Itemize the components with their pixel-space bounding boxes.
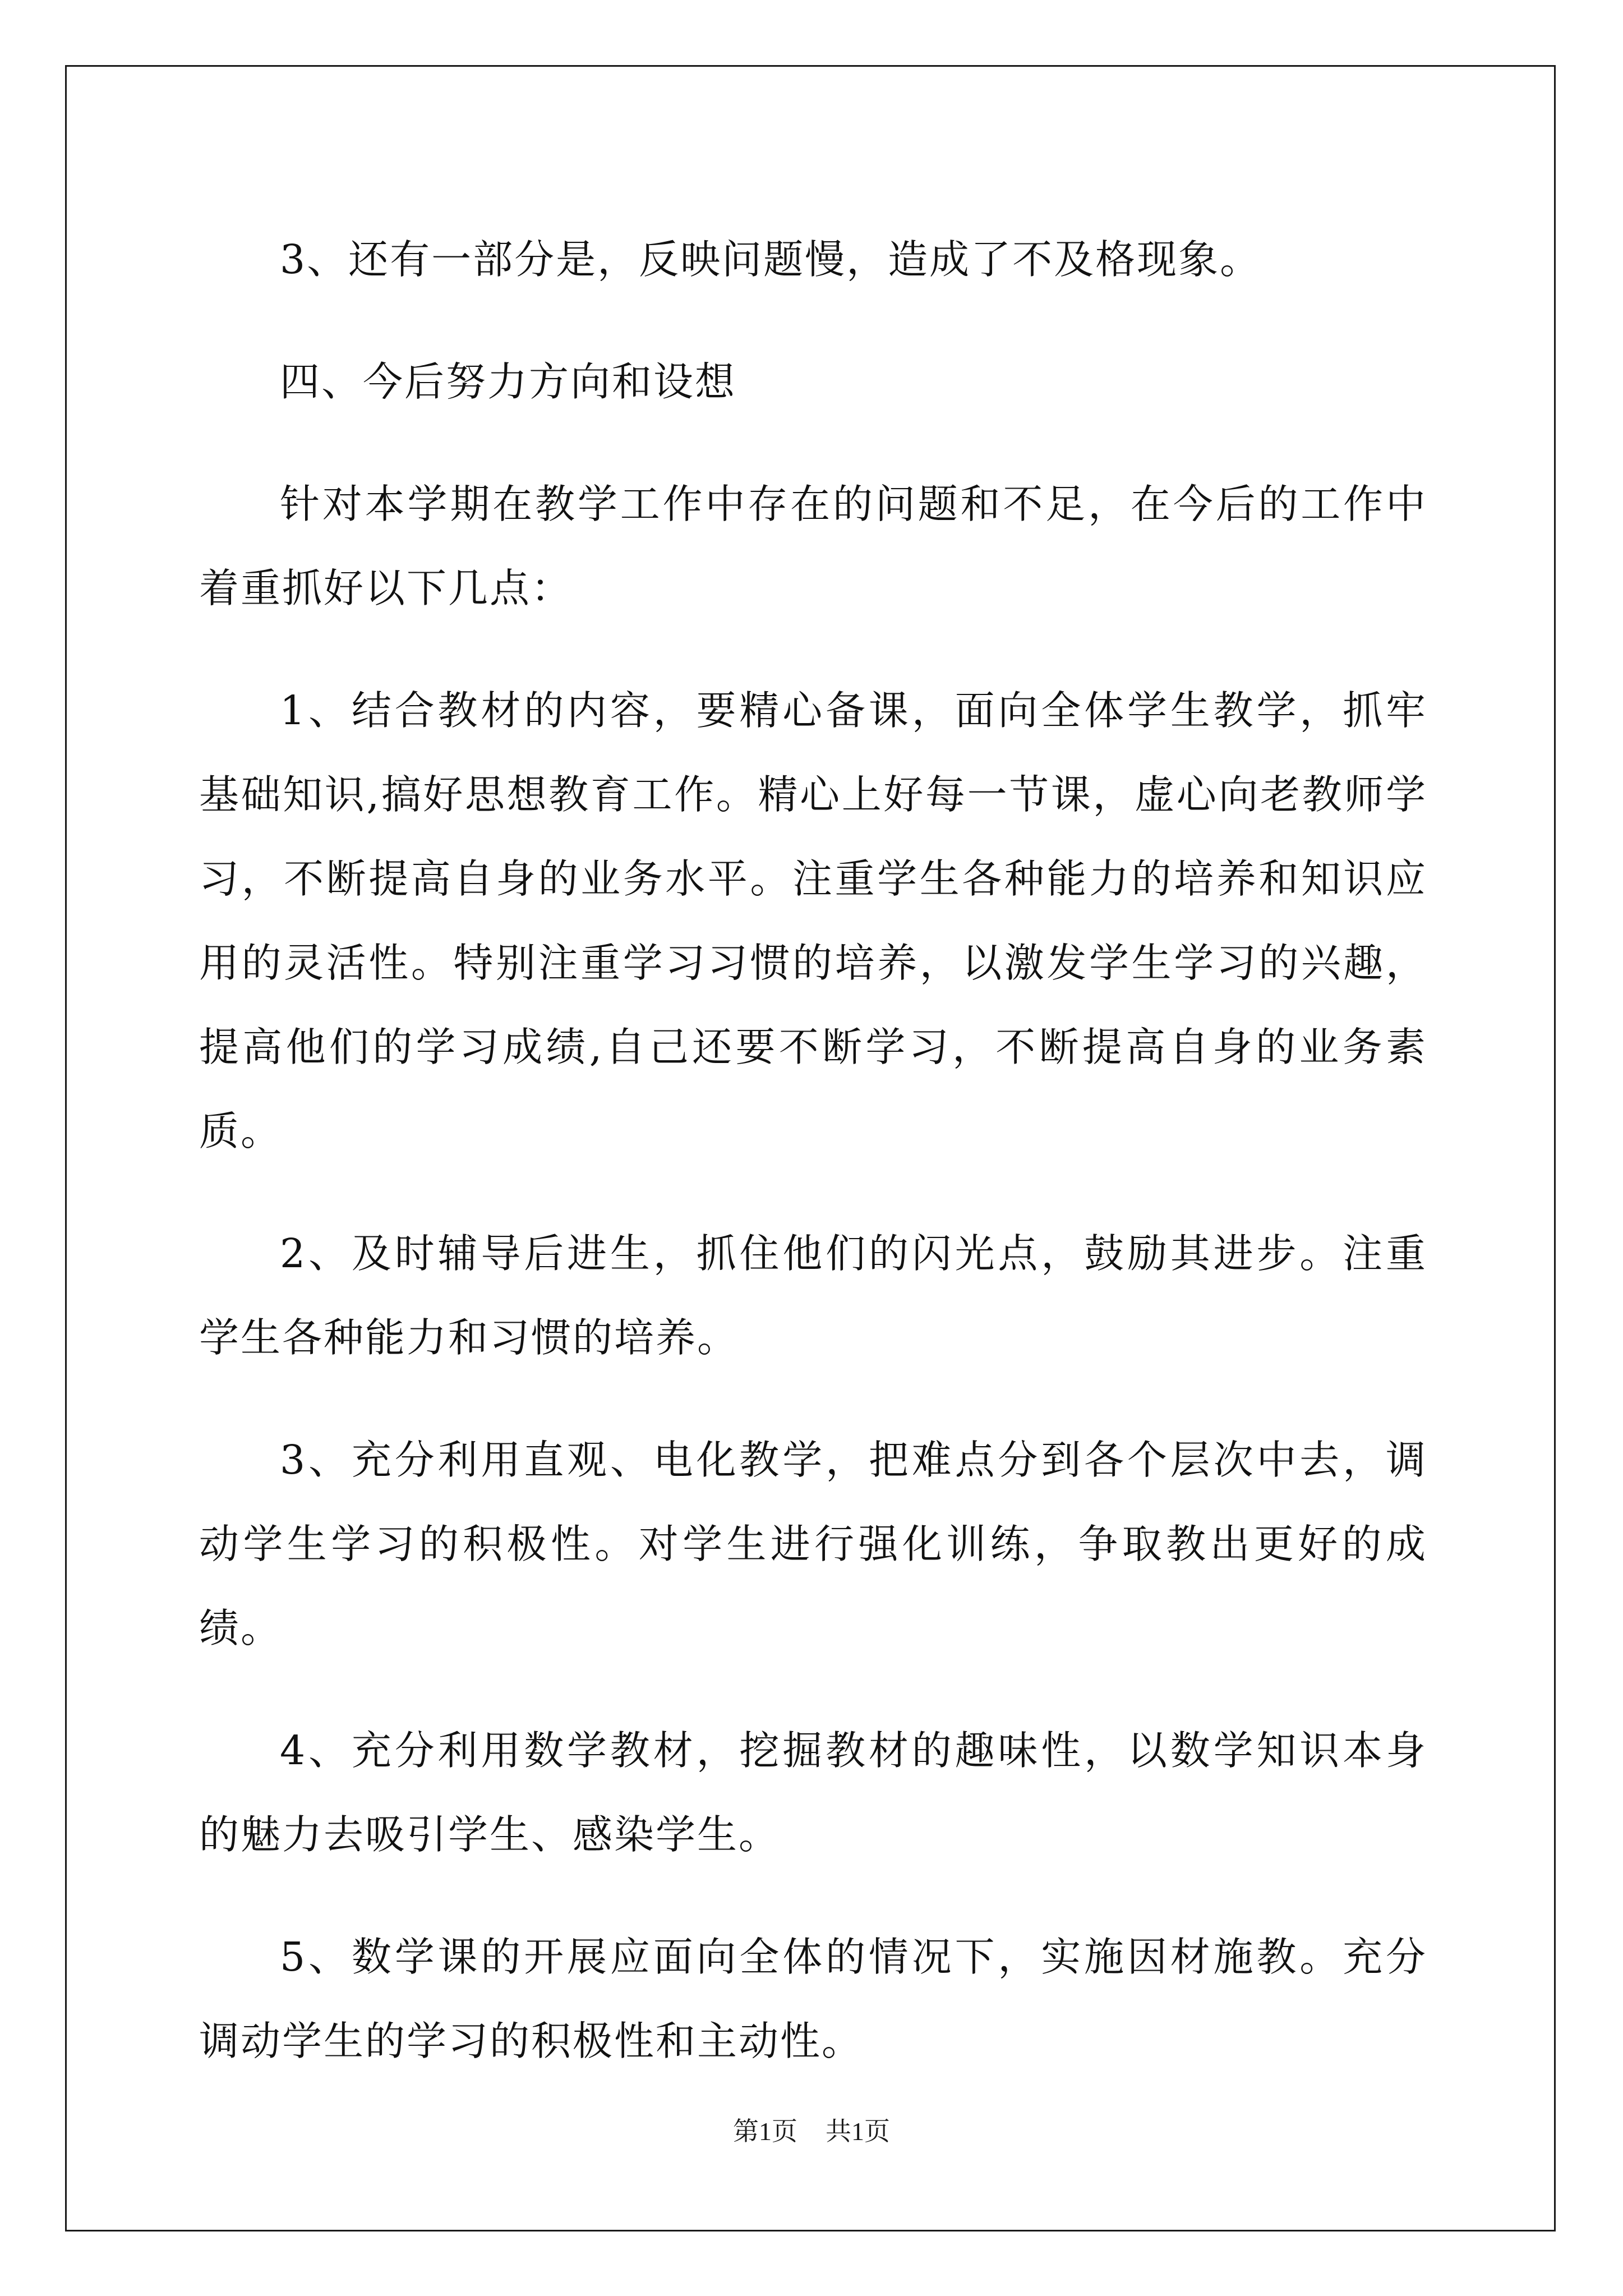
paragraph-item-1: 1、结合教材的内容，要精心备课，面向全体学生教学，抓牢基础知识,搞好思想教育工作。精心上好每一节课，虚心向老教师学习，不断提高自身的业务水平。注重学生各种能力的培养和知识应用的灵活性。特别注重学习习惯的培养，以激发学生学习的兴趣，提高他们的学习成绩,自己还要不断学习，不断提高自身的业务素质。 [199, 687, 1427, 1154]
paragraph-1: 3、还有一部分是，反映问题慢，造成了不及格现象。 [280, 236, 1262, 283]
paragraph-intro: 针对本学期在教学工作中存在的问题和不足，在今后的工作中着重抓好以下几点： [199, 481, 1427, 611]
paragraph-item-5: 5、数学课的开展应面向全体的情况下，实施因材施教。充分调动学生的学习的积极性和主动性。 [199, 1934, 1427, 2064]
document-body [199, 218, 1427, 2122]
page-number-current: 第1页 [733, 2117, 797, 2146]
paragraph-item-2: 2、及时辅导后进生，抓住他们的闪光点，鼓励其进步。注重学生各种能力和习惯的培养。 [199, 1230, 1427, 1361]
page-footer [0, 2115, 1623, 2148]
page-number-total: 共1页 [826, 2117, 890, 2146]
paragraph-item-4: 4、充分利用数学教材，挖掘教材的趣味性，以数学知识本身的魅力去吸引学生、感染学生。 [199, 1727, 1427, 1858]
paragraph-item-3: 3、充分利用直观、电化教学，把难点分到各个层次中去，调动学生学习的积极性。对学生进行强化训练，争取教出更好的成绩。 [199, 1437, 1427, 1651]
section-heading: 四、今后努力方向和设想 [280, 358, 737, 405]
